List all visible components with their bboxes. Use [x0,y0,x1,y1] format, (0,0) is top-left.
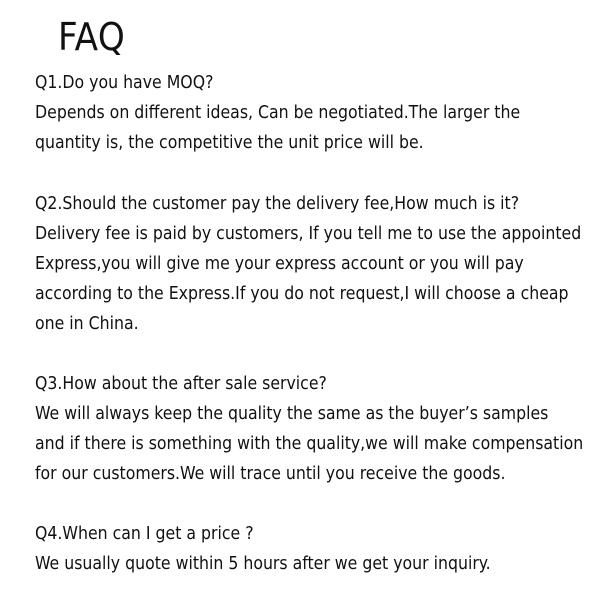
faq-answer-3-line-3: for our customers.We will trace until you receive the goods. [35,464,506,484]
faq-answer-1-line-1: Depends on different ideas, Can be negotiated.The larger the [35,103,521,123]
faq-answer-2-line-2: Express,you will give me your express account or you will pay [35,254,524,274]
faq-answer-1-line-2: quantity is, the competitive the unit price will be. [35,133,424,153]
faq-question-4: Q4.When can I get a price ? [35,524,254,544]
faq-answer-2-line-4: one in China. [35,314,139,334]
faq-answer-2-line-3: according to the Express.If you do not request,I will choose a cheap [35,284,569,304]
faq-answer-3-line-2: and if there is something with the quality,we will make compensation [35,434,584,454]
faq-answer-4-line-1: We usually quote within 5 hours after we get your inquiry. [35,554,491,574]
faq-question-1: Q1.Do you have MOQ? [35,73,214,93]
faq-question-3: Q3.How about the after sale service? [35,374,327,394]
faq-answer-3-line-1: We will always keep the quality the same as the buyer’s samples [35,404,549,424]
page-title: FAQ [58,15,126,59]
faq-answer-2-line-1: Delivery fee is paid by customers, If you tell me to use the appointed [35,224,582,244]
faq-question-2: Q2.Should the customer pay the delivery fee,How much is it? [35,194,520,214]
